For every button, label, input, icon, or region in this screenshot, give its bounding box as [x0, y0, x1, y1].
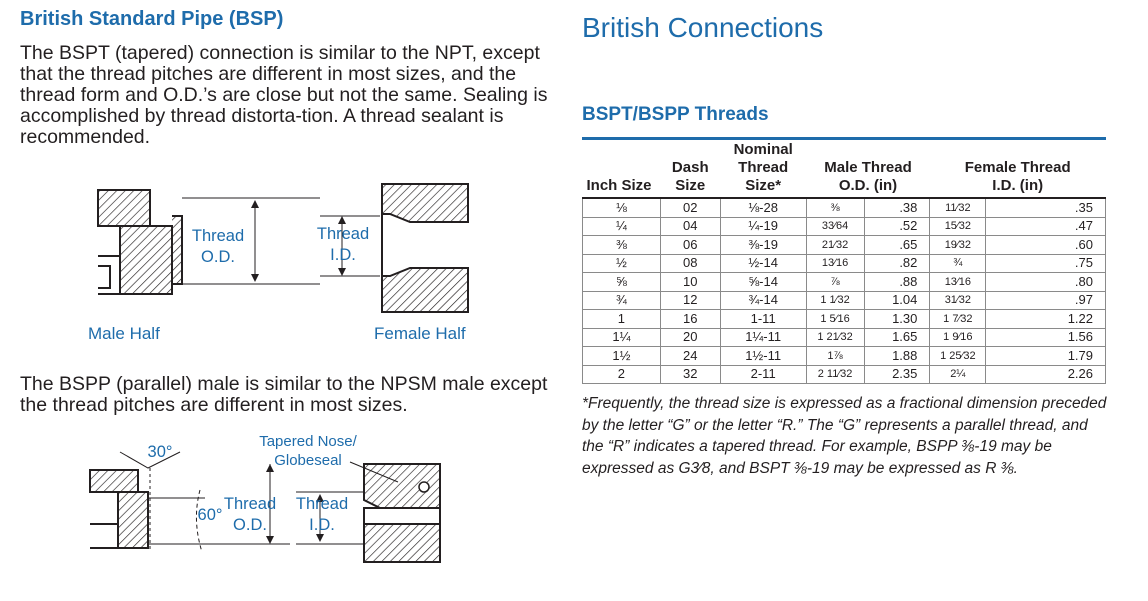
- female-id-label-line1: Thread: [316, 225, 370, 243]
- header-dash-line1: Dash: [671, 159, 709, 176]
- page-title: British Connections: [582, 12, 824, 43]
- cell-nominal-thread: 2-11: [720, 365, 806, 384]
- cell-male-fraction: 2 11⁄32: [806, 365, 864, 384]
- cell-dash-size: 08: [660, 254, 720, 273]
- cell-inch-size: ⅝: [583, 273, 661, 292]
- cell-male-fraction: 1 1⁄32: [806, 291, 864, 310]
- female-id-label: [308, 224, 378, 266]
- header-dash-size: [660, 140, 720, 198]
- cell-nominal-thread: 1¼-11: [720, 328, 806, 347]
- cell-inch-size: ¾: [583, 291, 661, 310]
- table-row: [583, 291, 1106, 310]
- cell-female-decimal: 1.22: [986, 310, 1106, 329]
- cell-male-fraction: ⅜: [806, 198, 864, 217]
- cell-female-decimal: .97: [986, 291, 1106, 310]
- cell-dash-size: 12: [660, 291, 720, 310]
- cell-inch-size: ⅛: [583, 198, 661, 217]
- cell-female-fraction: 1 9⁄16: [930, 328, 986, 347]
- cell-male-decimal: .65: [864, 236, 930, 255]
- table-body: [583, 198, 1106, 384]
- cell-nominal-thread: 1-11: [720, 310, 806, 329]
- cell-female-fraction: 1 7⁄32: [930, 310, 986, 329]
- table-row: [583, 217, 1106, 236]
- cell-nominal-thread: ⅝-14: [720, 273, 806, 292]
- cell-female-fraction: 13⁄16: [930, 273, 986, 292]
- cell-female-fraction: 1 25⁄32: [930, 347, 986, 366]
- table-row: [583, 310, 1106, 329]
- cell-male-decimal: .88: [864, 273, 930, 292]
- header-male-line2: O.D. (in): [838, 177, 898, 194]
- cell-male-decimal: 1.04: [864, 291, 930, 310]
- cell-dash-size: 20: [660, 328, 720, 347]
- cell-dash-size: 16: [660, 310, 720, 329]
- cell-dash-size: 02: [660, 198, 720, 217]
- male-od-label-line1: Thread: [191, 227, 245, 245]
- footnote: *Frequently, the thread size is expressed as a fractional dimension preceded by the letter “G” or the letter “R.” The “G” represents a parallel thread, and the “R” indicates a tapered thread. For example, BSPP ⅜-19 may be expressed as G3⁄8, and BSPT ⅜-19 may be expressed as R ⅜.: [582, 395, 1107, 477]
- cell-female-fraction: 11⁄32: [930, 198, 986, 217]
- table-row: [583, 273, 1106, 292]
- cell-female-fraction: ¾: [930, 254, 986, 273]
- cell-male-decimal: 1.88: [864, 347, 930, 366]
- cell-inch-size: ¼: [583, 217, 661, 236]
- cell-male-decimal: .38: [864, 198, 930, 217]
- cell-nominal-thread: ½-14: [720, 254, 806, 273]
- cell-male-decimal: 1.30: [864, 310, 930, 329]
- cell-male-decimal: 1.65: [864, 328, 930, 347]
- cell-male-decimal: .82: [864, 254, 930, 273]
- cell-female-fraction: 15⁄32: [930, 217, 986, 236]
- header-female-line2: I.D. (in): [992, 177, 1044, 194]
- cell-nominal-thread: ¾-14: [720, 291, 806, 310]
- table-row: [583, 198, 1106, 217]
- cell-female-decimal: .35: [986, 198, 1106, 217]
- cell-female-decimal: 1.79: [986, 347, 1106, 366]
- cell-dash-size: 24: [660, 347, 720, 366]
- header-dash-line2: Size: [675, 177, 706, 194]
- cell-female-decimal: .60: [986, 236, 1106, 255]
- table-title: BSPT/BSPP Threads: [582, 104, 769, 125]
- header-nominal-line2: Thread: [738, 159, 789, 176]
- section-title: British Standard Pipe (BSP): [20, 8, 284, 30]
- header-nominal-line1: Nominal: [733, 141, 793, 158]
- cell-male-fraction: 33⁄64: [806, 217, 864, 236]
- cell-inch-size: 2: [583, 365, 661, 384]
- female-id-label-line2: I.D.: [330, 246, 356, 264]
- cell-male-fraction: ⅞: [806, 273, 864, 292]
- header-male-line1: Male Thread: [824, 159, 912, 176]
- cell-nominal-thread: 1½-11: [720, 347, 806, 366]
- cell-dash-size: 10: [660, 273, 720, 292]
- female-half-caption: Female Half: [374, 324, 466, 343]
- bspp-id-label-line2: I.D.: [309, 516, 335, 534]
- cell-nominal-thread: ⅛-28: [720, 198, 806, 217]
- cell-male-fraction: 13⁄16: [806, 254, 864, 273]
- bspt-description: The BSPT (tapered) connection is similar to the NPT, except that the thread pitches are different in most sizes, and the thread form and O.D.’s are close but not the same. Sealing is accomplished by thread distorta-tion. A thread sealant is recommended.: [20, 42, 548, 148]
- table-row: [583, 347, 1106, 366]
- cell-dash-size: 32: [660, 365, 720, 384]
- cell-nominal-thread: ⅜-19: [720, 236, 806, 255]
- cell-female-fraction: 31⁄32: [930, 291, 986, 310]
- bspp-od-label: [215, 494, 285, 536]
- cell-nominal-thread: ¼-19: [720, 217, 806, 236]
- table-row: [583, 236, 1106, 255]
- cell-inch-size: 1¼: [583, 328, 661, 347]
- cell-inch-size: ⅜: [583, 236, 661, 255]
- cell-female-fraction: 19⁄32: [930, 236, 986, 255]
- header-female-line1: Female Thread: [964, 159, 1071, 176]
- cell-male-fraction: 1 5⁄16: [806, 310, 864, 329]
- cell-female-fraction: 2¼: [930, 365, 986, 384]
- cell-dash-size: 06: [660, 236, 720, 255]
- cell-female-decimal: .75: [986, 254, 1106, 273]
- cell-female-decimal: 1.56: [986, 328, 1106, 347]
- cell-female-decimal: 2.26: [986, 365, 1106, 384]
- table-row: [583, 254, 1106, 273]
- cell-dash-size: 04: [660, 217, 720, 236]
- cell-inch-size: ½: [583, 254, 661, 273]
- table-row: [583, 365, 1106, 384]
- cell-female-decimal: .80: [986, 273, 1106, 292]
- cell-female-decimal: .47: [986, 217, 1106, 236]
- male-od-label: [183, 226, 253, 268]
- threads-table: [582, 140, 1106, 384]
- tapered-nose-label-line1: Tapered Nose/: [259, 433, 357, 450]
- cell-male-decimal: .52: [864, 217, 930, 236]
- tapered-nose-label: [248, 432, 368, 470]
- cell-male-fraction: 21⁄32: [806, 236, 864, 255]
- cell-male-fraction: 1 21⁄32: [806, 328, 864, 347]
- cell-inch-size: 1: [583, 310, 661, 329]
- bspp-od-label-line2: O.D.: [233, 516, 267, 534]
- cell-male-decimal: 2.35: [864, 365, 930, 384]
- header-inch-size: Inch Size: [583, 140, 661, 198]
- bspp-description: The BSPP (parallel) male is similar to the NPSM male except the thread pitches are different in most sizes.: [20, 373, 548, 416]
- bspp-od-label-line1: Thread: [223, 495, 277, 513]
- male-half-caption: Male Half: [88, 324, 160, 343]
- table-row: [583, 328, 1106, 347]
- bspp-id-label: [290, 494, 354, 536]
- header-female-thread: [930, 140, 1106, 198]
- header-nominal-line3: Size*: [745, 177, 782, 194]
- male-od-label-line2: O.D.: [201, 248, 235, 266]
- header-nominal: [720, 140, 806, 198]
- cell-inch-size: 1½: [583, 347, 661, 366]
- tapered-nose-label-line2: Globeseal: [274, 452, 342, 469]
- cell-male-fraction: 1⅞: [806, 347, 864, 366]
- angle-30-label: 30°: [147, 443, 173, 461]
- bspp-id-label-line1: Thread: [295, 495, 349, 513]
- header-male-thread: [806, 140, 930, 198]
- angle-60-label: 60°: [197, 506, 223, 524]
- table-header-row: [583, 140, 1106, 198]
